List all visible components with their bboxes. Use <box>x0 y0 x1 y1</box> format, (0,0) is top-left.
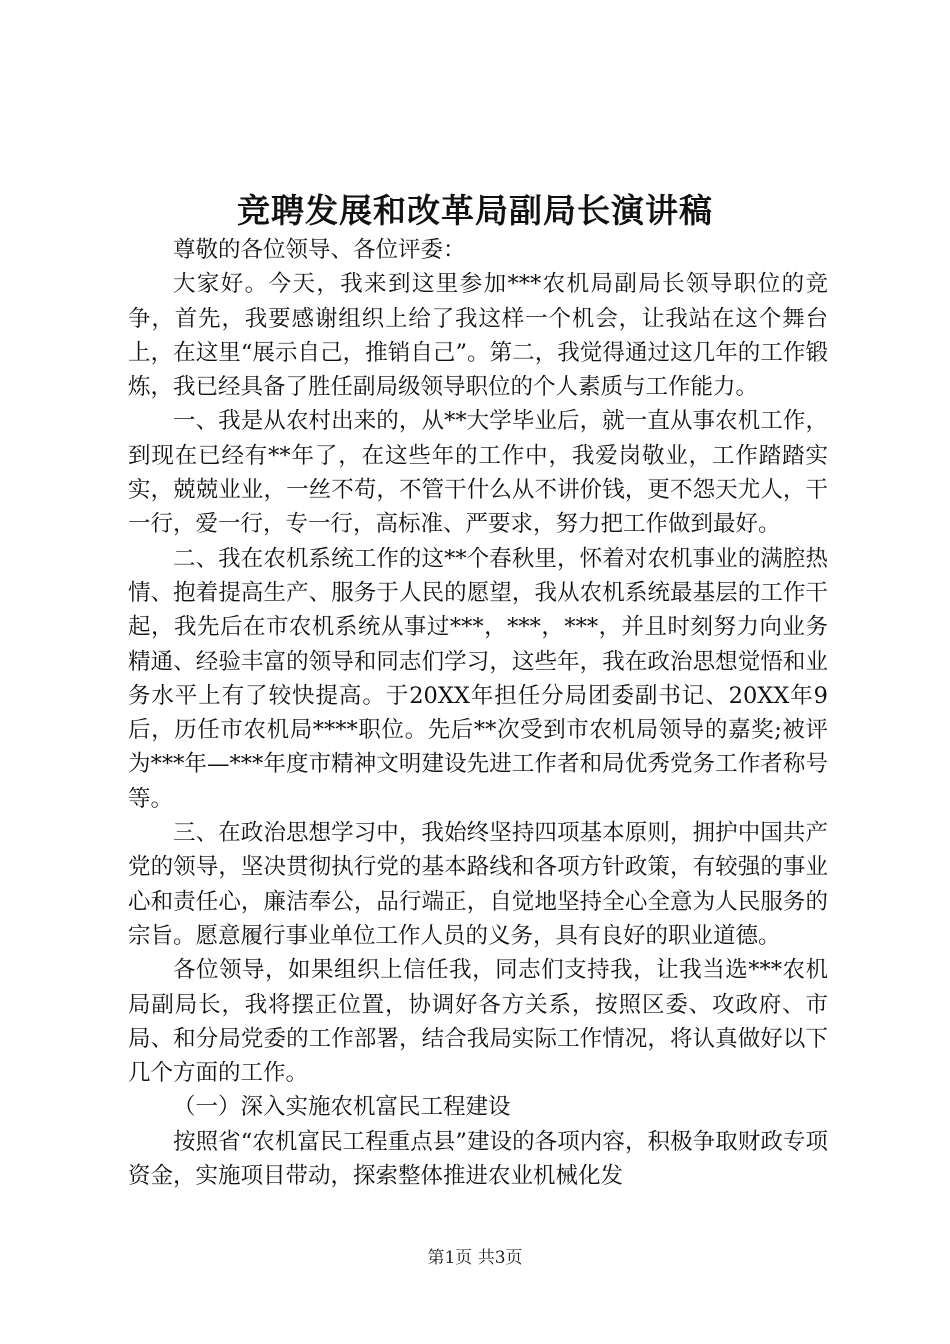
plan-paragraph: 按照省“农机富民工程重点县”建设的各项内容，积极争取财政专项资金，实施项目带动，探索整体推进农业机械化发 <box>128 1128 828 1190</box>
document-title: 竞聘发展和改革局副局长演讲稿 <box>237 191 713 230</box>
section-one-paragraph: 一、我是从农村出来的，从**大学毕业后，就一直从事农机工作，到现在已经有**年了，在这些年的工作中，我爱岗敬业，工作踏踏实实，兢兢业业，一丝不苟，不管干什么从不讲价钱，更不怨天尤人，干一行，爱一行，专一行，高标准、严要求，努力把工作做到最好。 <box>128 408 828 538</box>
section-three-paragraph: 三、在政治思想学习中，我始终坚持四项基本原则，拥护中国共产党的领导，坚决贯彻执行党的基本路线和各项方针政策，有较强的事业心和责任心，廉洁奉公，品行端正，自觉地坚持全心全意为人民服务的宗旨。愿意履行事业单位工作人员的义务，具有良好的职业道德。 <box>128 820 828 949</box>
salutation-paragraph: 尊敬的各位领导、各位评委： <box>173 237 466 263</box>
page-number-footer: 第1页 共3页 <box>427 1248 523 1268</box>
opening-paragraph: 大家好。今天，我来到这里参加***农机局副局长领导职位的竞争，首先，我要感谢组织上给了我这样一个机会，让我站在这个舞台上，在这里“展示自己，推销自己”。第二，我觉得通过这几年的工作锻炼，我已经具备了胜任副局级领导职位的个人素质与工作能力。 <box>128 271 828 401</box>
subheading-paragraph: （一）深入实施农机富民工程建设 <box>173 1094 511 1121</box>
commitment-paragraph: 各位领导，如果组织上信任我，同志们支持我，让我当选***农机局副局长，我将摆正位置，协调好各方关系，按照区委、攻政府、市局、和分局党委的工作部署，结合我局实际工作情况，将认真做好以下几个方面的工作。 <box>128 957 828 1087</box>
section-two-paragraph: 二、我在农机系统工作的这**个春秋里，怀着对农机事业的满腔热情、抱着提高生产、服务于人民的愿望，我从农机系统最基层的工作干起，我先后在市农机系统从事过***，***，***，并且时刻努力向业务精通、经验丰富的领导和同志们学习，这些年，我在政治思想觉悟和业务水平上有了较快提高。于20XX年担任分局团委副书记、20XX年9后，历任市农机局****职位。先后**次受到市农机局领导的嘉奖;被评为***年—***年度市精神文明建设先进工作者和局优秀党务工作者称号等。 <box>128 545 828 812</box>
document-body <box>128 233 828 1193</box>
